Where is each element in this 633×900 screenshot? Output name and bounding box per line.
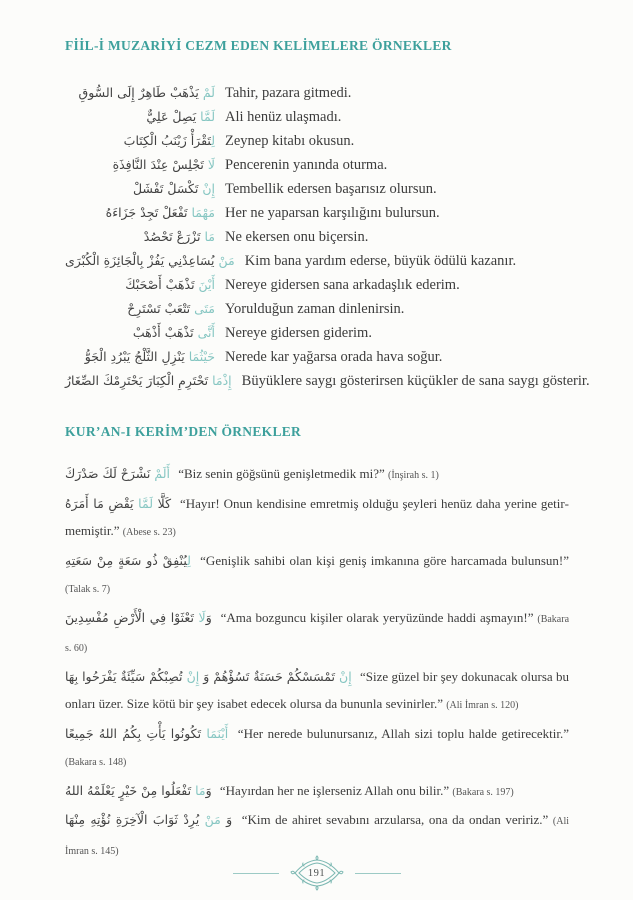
arabic-mid: يَقْضِ مَا أَمَرَهُ	[65, 495, 139, 511]
turkish-translation: Kim bana yardım ederse, büyük ödülü kazanır.	[244, 253, 517, 269]
example-row	[65, 297, 569, 321]
jussive-particle: مَنْ	[218, 253, 235, 268]
arabic-rest: تَذْهَبْ أَصْحَبْكَ	[125, 277, 199, 292]
example-row	[65, 177, 569, 201]
turkish-translation: “Her nerede bulunursanız, Allah sizi toplu halde getirecektir.”	[237, 725, 570, 741]
jussive-particle: مَتَى	[194, 301, 215, 316]
jussive-particle: لِ‍	[187, 552, 191, 568]
arabic-mid: ‍يُنْفِقْ ذُو سَعَةٍ مِنْ سَعَتِهِ	[65, 552, 188, 568]
example-row	[65, 273, 569, 297]
arabic-quote	[65, 783, 212, 798]
section-title-muzari: FİİL-İ MUZARİYİ CEZM EDEN KELİMELERE ÖRNEKLER	[65, 38, 452, 53]
muzari-example-list	[65, 81, 590, 393]
arabic-phrase	[65, 129, 215, 153]
example-row	[65, 129, 569, 153]
jussive-particle: مَا	[204, 229, 215, 244]
quran-example	[65, 460, 569, 490]
turkish-translation: Nereye gidersen giderim.	[225, 325, 372, 341]
jussive-particle: لَمْ	[202, 85, 215, 100]
turkish-translation: Nereye gidersen sana arkadaşlık ederim.	[225, 277, 460, 293]
arabic-rest: تَتْعَبْ تَسْتَرِحْ	[127, 301, 195, 316]
page-footer	[0, 854, 633, 892]
example-row	[65, 81, 569, 105]
arabic-pre: كَلَّا	[153, 495, 172, 511]
verse-reference: (Ali İmran s. 120)	[446, 700, 519, 711]
arabic-quote	[65, 669, 352, 684]
verse-reference: (Talak s. 7)	[65, 584, 111, 595]
arabic-rest: يَنْزِلِ الثَّلْجُ يَبْرُدِ الْجَوُّ	[84, 349, 189, 364]
arabic-post: تُصِبْكُمْ سَيِّئَةٌ يَفْرَحُوا بِهَا	[65, 668, 187, 684]
arabic-rest: تَذْهَبْ أَذْهَبْ	[132, 325, 198, 340]
jussive-particle: إِنْ	[202, 181, 215, 196]
arabic-phrase	[65, 297, 215, 321]
jussive-particle: مَنْ	[204, 812, 221, 827]
arabic-pre: وَ	[205, 782, 212, 798]
ornament-rule-left	[233, 873, 279, 874]
arabic-mid: تَمْسَسْكُمْ حَسَنَةٌ تَسُؤْهُمْ وَ	[199, 668, 340, 684]
arabic-rest: تَزْرَعْ تَحْصُدْ	[143, 229, 205, 244]
arabic-mid: تَكُونُوا يَأْتِ بِكُمُ اللهُ جَمِيعًا	[65, 725, 207, 741]
turkish-translation: “Size güzel bir şey dokunacak olursa bu onları üzer. Size kötü bir şey isabet edecek olursa da bununla sevinirler.”	[65, 668, 570, 711]
arabic-mid: يُرِدْ ثَوَابَ الْآخِرَةِ نُؤْتِهِ مِنْهَا	[65, 812, 205, 827]
turkish-translation: Nerede kar yağarsa orada hava soğur.	[225, 349, 443, 365]
verse-reference: (Bakara s. 60)	[65, 613, 570, 654]
turkish-translation: Tembellik edersen başarısız olursun.	[225, 181, 437, 197]
turkish-translation: Pencerenin yanında oturma.	[225, 157, 388, 173]
turkish-translation: Ne ekersen onu biçersin.	[225, 229, 369, 245]
quran-example	[65, 547, 569, 604]
turkish-translation: Yorulduğun zaman dinlenirsin.	[225, 301, 405, 317]
arabic-quote	[65, 812, 232, 827]
arabic-phrase	[65, 273, 215, 297]
arabic-quote	[65, 553, 191, 568]
verse-reference: (Bakara s. 148)	[65, 757, 127, 768]
arabic-phrase	[65, 201, 215, 225]
jussive-particle: أَنَّى	[197, 325, 215, 340]
arabic-phrase	[65, 153, 215, 177]
jussive-particle: لَا	[207, 157, 215, 172]
jussive-particle: حَيْثُمَا	[188, 349, 215, 364]
example-row	[65, 225, 569, 249]
example-row	[65, 369, 590, 393]
arabic-rest: يَذْهَبْ طَاهِرٌ إِلَى السُّوقِ	[78, 85, 203, 100]
turkish-translation: Büyüklere saygı gösterirsen küçükler de sana saygı gösterir.	[241, 373, 590, 389]
verse-reference: (İnşirah s. 1)	[388, 470, 439, 481]
example-row	[65, 105, 569, 129]
turkish-translation: Her ne yaparsan karşılığını bulursun.	[225, 205, 440, 221]
turkish-translation: Zeynep kitabı okusun.	[225, 133, 355, 149]
jussive-particle: أَيْنَمَا	[206, 725, 229, 741]
turkish-translation: Ali henüz ulaşmadı.	[225, 109, 342, 125]
jussive-particle-2: إِنْ	[186, 668, 200, 684]
turkish-translation: “Ama bozguncu kişiler olarak yeryüzünde haddi aşmayın!”	[220, 609, 534, 625]
quran-example-list	[65, 460, 569, 865]
jussive-particle: مَهْمَا	[191, 205, 215, 220]
arabic-quote	[65, 496, 171, 511]
arabic-phrase	[65, 249, 235, 273]
arabic-rest: تَكْسَلْ تَفْشَلْ	[132, 181, 203, 196]
example-row	[65, 153, 569, 177]
quran-example	[65, 604, 569, 663]
arabic-rest: يُسَاعِدْنِي يَفُزْ بِالْجَائِزَةِ الْكُبْرَى	[65, 253, 219, 268]
turkish-translation: Tahir, pazara gitmedi.	[225, 85, 352, 101]
turkish-translation: “Hayırdan her ne işlerseniz Allah onu bilir.”	[219, 782, 450, 798]
example-row	[65, 249, 569, 273]
verse-reference: (Abese s. 23)	[122, 527, 176, 538]
jussive-particle: إِذْمَا	[212, 373, 232, 388]
quran-example	[65, 490, 569, 547]
arabic-phrase	[65, 105, 215, 129]
jussive-particle: مَا	[195, 782, 206, 798]
example-row	[65, 321, 569, 345]
page-number: 191	[307, 867, 326, 879]
example-row	[65, 345, 569, 369]
arabic-phrase	[65, 321, 215, 345]
jussive-particle: لِ‍	[211, 133, 215, 148]
arabic-mid: تَعْثَوْا فِي الْأَرْضِ مُفْسِدِينَ	[65, 609, 199, 625]
quran-example	[65, 720, 569, 777]
verse-reference: (Bakara s. 197)	[452, 786, 514, 798]
turkish-translation: “Genişlik sahibi olan kişi geniş imkanına göre harcamada bulunsun!”	[200, 552, 569, 568]
example-row	[65, 201, 569, 225]
arabic-phrase	[65, 225, 215, 249]
turkish-translation: “Biz senin göğsünü genişletmedik mi?”	[178, 466, 385, 481]
page-number-ornament	[288, 854, 346, 892]
arabic-quote	[65, 726, 228, 741]
turkish-translation: “Kim de ahiret sevabını arzularsa, ona da ondan veririz.”	[241, 812, 549, 827]
ornament-rule-right	[355, 873, 401, 874]
arabic-phrase	[65, 177, 215, 201]
arabic-rest: تَفْعَلْ تَجِدْ جَزَاءَهُ	[105, 205, 192, 220]
section-title-quran: KUR’AN-I KERİM’DEN ÖRNEKLER	[65, 424, 302, 439]
arabic-rest: يَصِلْ عَلِيٌّ	[146, 109, 201, 124]
jussive-particle: إِنْ	[339, 668, 352, 684]
arabic-mid: نَشْرَحْ لَكَ صَدْرَكَ	[65, 466, 155, 481]
arabic-pre: وَ	[205, 609, 212, 625]
arabic-quote	[65, 466, 170, 481]
quran-example	[65, 777, 569, 807]
arabic-quote	[65, 610, 212, 625]
arabic-phrase	[65, 369, 232, 393]
arabic-rest: تَجْلِسْ عِنْدَ النَّافِذَةِ	[112, 157, 208, 172]
jussive-particle: أَيْنَ	[198, 277, 215, 292]
jussive-particle: أَلَمْ	[154, 466, 170, 481]
verse-reference: (Ali İmran s. 145)	[65, 816, 569, 857]
quran-example	[65, 663, 569, 720]
arabic-rest: ‍تَقْرَأْ زَيْنَبُ الْكِتَابَ	[123, 133, 212, 148]
jussive-particle: لَمَّا	[200, 109, 215, 124]
jussive-particle: لَمَّا	[138, 495, 153, 511]
arabic-rest: تَحْتَرِمِ الْكِبَارَ يَحْتَرِمْكَ الصِّغَارُ	[65, 373, 213, 388]
arabic-pre: وَ	[220, 812, 233, 827]
arabic-phrase	[65, 81, 215, 105]
turkish-translation: “Hayır! Onun kendisine emretmiş olduğu şeyleri henüz daha yerine getirmemiştir.”	[65, 495, 570, 538]
jussive-particle: لَا	[198, 609, 206, 625]
arabic-mid: تَفْعَلُوا مِنْ خَيْرٍ يَعْلَمْهُ اللهُ	[65, 782, 196, 798]
arabic-phrase	[65, 345, 215, 369]
